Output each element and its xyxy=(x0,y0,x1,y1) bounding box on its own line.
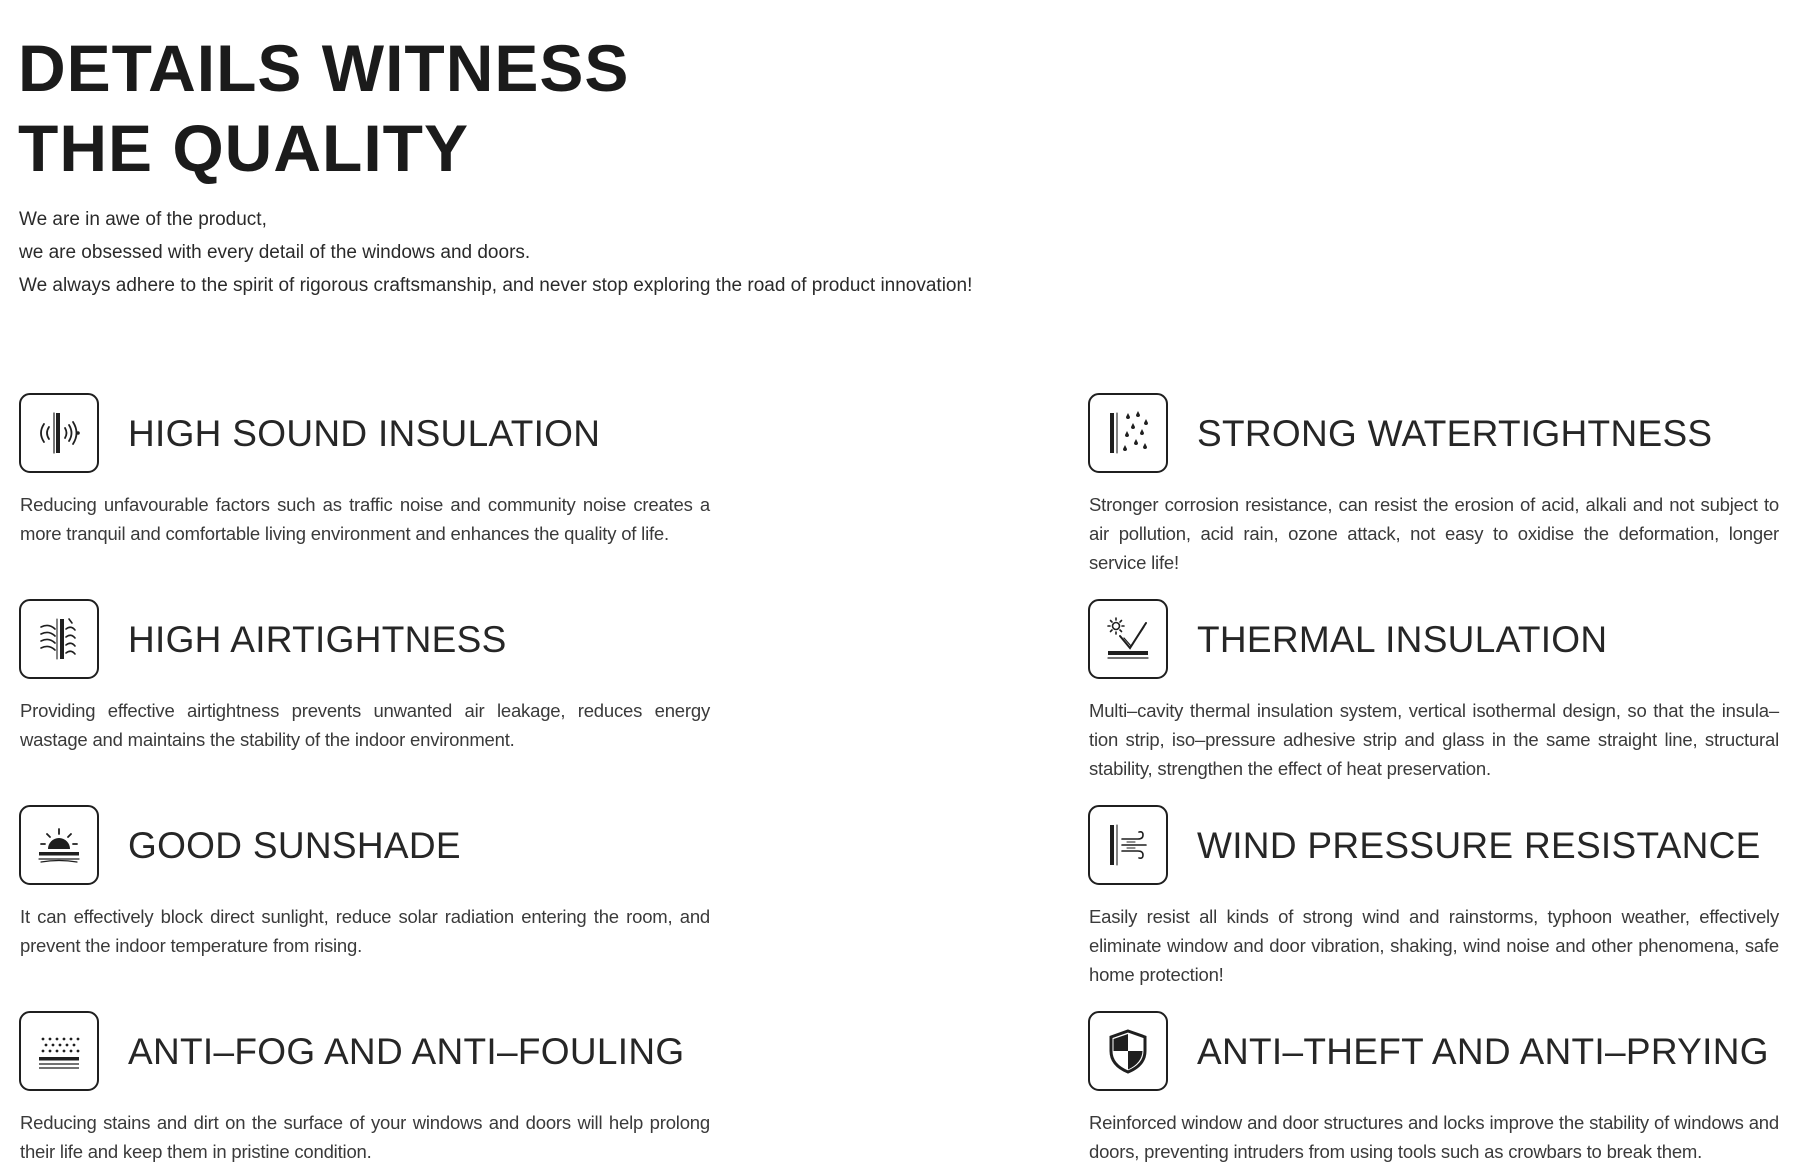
feature-description: Providing effective airtightness prevents unwanted air leakage, reduces energy wastage and maintains the stability of the indoor environment. xyxy=(20,700,710,750)
feature-description: Reducing stains and dirt on the surface of your windows and doors will help prolong their life and keep them in pristine condition. xyxy=(20,1112,710,1162)
feature-description: Reinforced window and door structures and locks improve the stability of windows and doors, preventing intruders from using tools such as crowbars to break them. xyxy=(1089,1112,1779,1162)
feature-title: STRONG WATERTIGHTNESS xyxy=(1197,413,1713,454)
feature-description: Reducing unfavourable factors such as traffic noise and community noise creates a more tranquil and comfortable living environment and enhances the quality of life. xyxy=(20,494,710,544)
feature-title: ANTI–FOG AND ANTI–FOULING xyxy=(128,1031,685,1072)
intro-text xyxy=(19,203,972,302)
watertightness-icon xyxy=(1088,393,1168,473)
feature-title: WIND PRESSURE RESISTANCE xyxy=(1197,825,1761,866)
feature-title: GOOD SUNSHADE xyxy=(128,825,461,866)
feature-title: HIGH AIRTIGHTNESS xyxy=(128,619,507,660)
feature-title: ANTI–THEFT AND ANTI–PRYING xyxy=(1197,1031,1769,1072)
feature-title: THERMAL INSULATION xyxy=(1197,619,1608,660)
page-title xyxy=(18,28,629,188)
anti-fog-icon xyxy=(19,1011,99,1091)
page-title-line-2: THE QUALITY xyxy=(18,111,469,185)
thermal-insulation-icon xyxy=(1088,599,1168,679)
intro-line-2: we are obsessed with every detail of the windows and doors. xyxy=(19,242,531,263)
feature-description: Multi–cavity thermal insulation system, vertical isothermal design, so that the insula–tion strip, iso–pressure adhesive strip and glass in the same straight line, structural stability, strengthen the effect of heat preservation. xyxy=(1089,700,1779,779)
sound-insulation-icon xyxy=(19,393,99,473)
feature-description: Easily resist all kinds of strong wind and rainstorms, typhoon weather, effectively eliminate window and door vibration, shaking, wind noise and other phenomena, safe home protection! xyxy=(1089,906,1779,985)
feature-description: Stronger corrosion resistance, can resist the erosion of acid, alkali and not subject to air pollution, acid rain, ozone attack, not easy to oxidise the deformation, longer service life! xyxy=(1089,494,1779,573)
feature-description: It can effectively block direct sunlight, reduce solar radiation entering the room, and prevent the indoor temperature from rising. xyxy=(20,906,710,956)
intro-line-1: We are in awe of the product, xyxy=(19,209,267,230)
feature-title: HIGH SOUND INSULATION xyxy=(128,413,601,454)
wind-pressure-icon xyxy=(1088,805,1168,885)
intro-line-3: We always adhere to the spirit of rigorous craftsmanship, and never stop exploring the road of product innovation! xyxy=(19,275,973,296)
sunshade-icon xyxy=(19,805,99,885)
page-title-line-1: DETAILS WITNESS xyxy=(18,31,630,105)
airtightness-icon xyxy=(19,599,99,679)
shield-icon xyxy=(1088,1011,1168,1091)
